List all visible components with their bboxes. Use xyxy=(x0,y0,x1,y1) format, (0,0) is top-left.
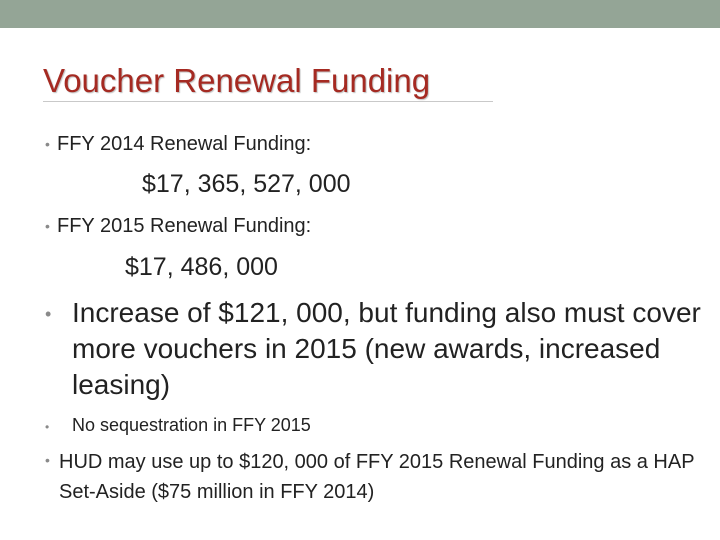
ffy2014-amount: $17, 365, 527, 000 xyxy=(142,170,351,198)
bullet-icon: • xyxy=(45,420,50,434)
bullet-ffy2014-label: FFY 2014 Renewal Funding: xyxy=(57,133,312,155)
title-divider xyxy=(43,101,493,102)
bullet-ffy2015-label: FFY 2015 Renewal Funding: xyxy=(57,215,312,237)
bullet-hap-set-aside: HUD may use up to $120, 000 of FFY 2015 Renewal Funding as a HAP Set-Aside ($75 million in FFY 2014) xyxy=(59,451,695,503)
bullet-icon: • xyxy=(45,452,50,468)
bullet-icon: • xyxy=(45,136,50,152)
bullet-increase: Increase of $121, 000, but funding also must cover more vouchers in 2015 (new awards, increased leasing) xyxy=(72,297,701,400)
slide-title: Voucher Renewal Funding xyxy=(43,62,431,99)
bullet-icon: • xyxy=(45,218,50,234)
bullet-no-sequestration: No sequestration in FFY 2015 xyxy=(72,415,311,435)
top-color-band xyxy=(0,0,720,28)
ffy2015-amount: $17, 486, 000 xyxy=(125,253,278,281)
bullet-icon: • xyxy=(45,304,52,324)
